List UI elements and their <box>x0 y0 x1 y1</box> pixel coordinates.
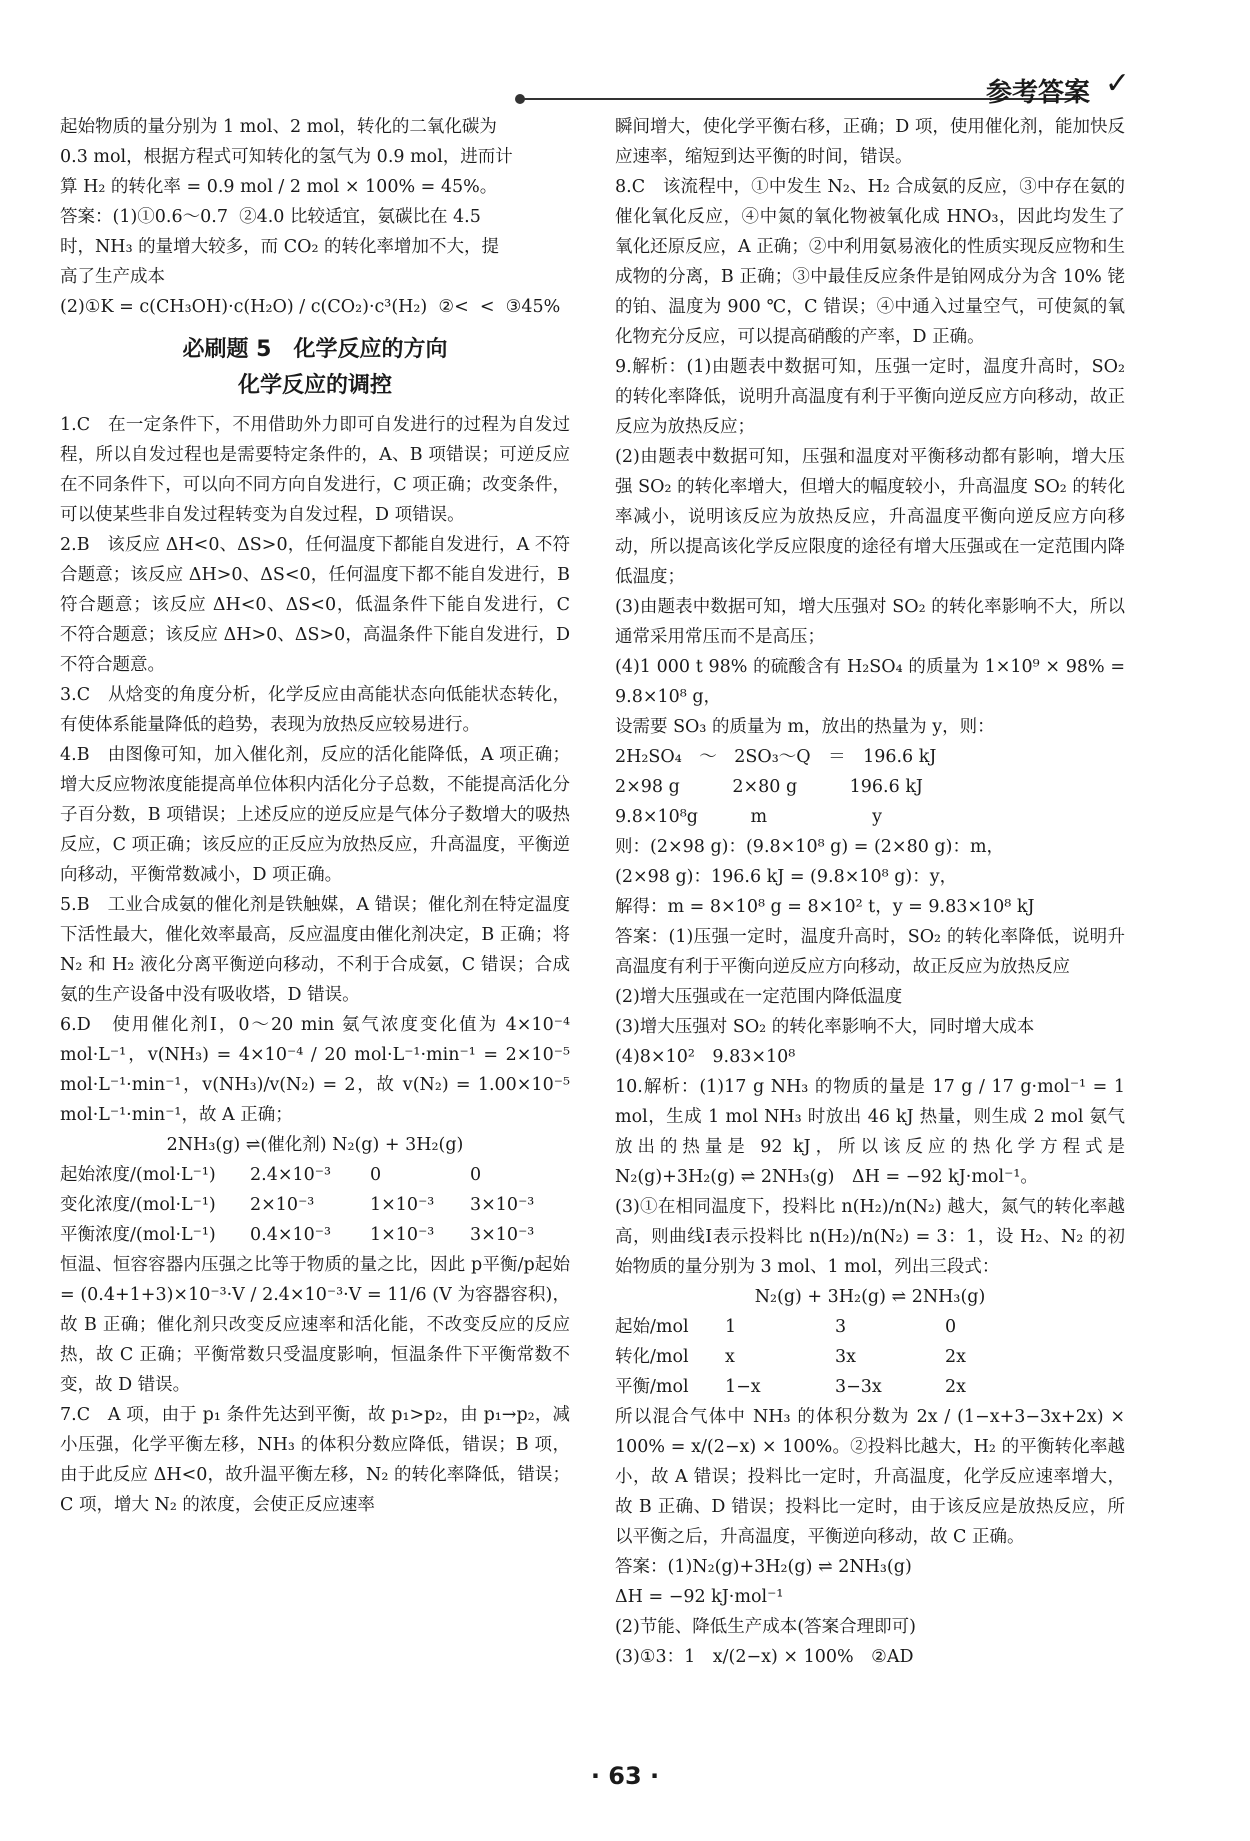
text-line: 高了生产成本 <box>60 267 165 287</box>
page-number: · 63 · <box>590 1762 660 1790</box>
answer-item: 8.C 该流程中，①中发生 N₂、H₂ 合成氨的反应，③中存在氨的催化氧化反应，④中氮的氧化物被氧化成 HNO₃，因此均发生了氧化还原反应，A 正确；②中利用氨易液化的性质实现反应物和生成物的分离，B 正确；③中最佳反应条件是铂网成分为含 10% 铑的铂、温度为 900 ℃，C 错误；④中通入过量空气，可使氮的氧化物充分反应，可以提高硝酸的产率，D 正确。 <box>615 177 1125 347</box>
answer-item: (4)1 000 t 98% 的硫酸含有 H₂SO₄ 的质量为 1×10⁹ × 98% = 9.8×10⁸ g， <box>615 657 1131 707</box>
calc-line: 2×98 g 2×80 g 196.6 kJ <box>615 777 923 797</box>
answer-line: (2)节能、降低生产成本(答案合理即可) <box>615 1617 916 1637</box>
answer-item: 10.解析：(1)17 g NH₃ 的物质的量是 17 g / 17 g·mol⁻¹ = 1 mol，生成 1 mol NH₃ 时放出 46 kJ 热量，则生成 2 mol 氨气放出的热量是 92 kJ，所以该反应的热化学方程式是 N₂(g)+3H₂(g) ⇌ 2NH₃(g) ΔH = −92 kJ·mol⁻¹。 <box>615 1077 1131 1187</box>
answer-item: (3)由题表中数据可知，增大压强对 SO₂ 的转化率影响不大，所以通常采用常压而不是高压； <box>615 597 1125 647</box>
row-label: 变化浓度/(mol·L⁻¹) <box>60 1195 216 1215</box>
answer-line: (3)①3：1 x/(2−x) × 100% ②AD <box>615 1647 914 1667</box>
calc-line: (2×98 g)：196.6 kJ = (9.8×10⁸ g)：y， <box>615 867 958 887</box>
row-label: 起始浓度/(mol·L⁻¹) <box>60 1165 216 1185</box>
answer-item: 1.C 在一定条件下，不用借助外力即可自发进行的过程为自发过程，所以自发过程也是需要特定条件的，A、B 项错误；可逆反应在不同条件下，可以向不同方向自发进行，C 项正确；改变条件，可以使某些非自发过程转变为自发过程，D 项错误。 <box>60 415 570 525</box>
right-column <box>615 112 1131 1672</box>
check-icon: ✓ <box>1104 66 1130 101</box>
cell: 2.4×10⁻³ <box>250 1165 332 1185</box>
cell: 3−3x <box>835 1377 882 1397</box>
cell: 1−x <box>725 1377 761 1397</box>
section-title <box>60 332 570 404</box>
answer-item: (4)8×10² 9.83×10⁸ <box>615 1047 796 1067</box>
row-label: 起始/mol <box>615 1317 689 1337</box>
cell: 2x <box>945 1347 967 1367</box>
answer-line: 答案：(1)①0.6～0.7 ②4.0 比较适宜，氨碳比在 4.5 <box>60 207 481 227</box>
three-stage-table <box>60 1160 570 1250</box>
table-row <box>60 1190 570 1220</box>
answer-item: 6.D 使用催化剂Ⅰ，0～20 min 氨气浓度变化值为 4×10⁻⁴ mol·L⁻¹，v(NH₃) = 4×10⁻⁴ / 20 mol·L⁻¹·min⁻¹ = 2×10⁻⁵ mol·L⁻¹·min⁻¹，v(NH₃)/v(N₂) = 2，故 v(N₂) = 1.00×10⁻⁵ mol·L⁻¹·min⁻¹，故 A 正确； <box>60 1015 576 1125</box>
row-label: 平衡/mol <box>615 1377 689 1397</box>
calc-line: 解得：m = 8×10⁸ g = 8×10² t，y = 9.83×10⁸ kJ <box>615 897 1035 917</box>
equation: 2NH₃(g) ⇌(催化剂) N₂(g) + 3H₂(g) <box>166 1135 464 1155</box>
section-title-line-1: 必刷题 5 化学反应的方向 <box>182 337 448 362</box>
cell: 1×10⁻³ <box>370 1225 435 1245</box>
table-row <box>615 1312 1125 1342</box>
calc-line: 则：(2×98 g)：(9.8×10⁸ g) = (2×80 g)：m， <box>615 837 1005 857</box>
table-row <box>615 1342 1125 1372</box>
answer-item: (2)由题表中数据可知，压强和温度对平衡移动都有影响，增大压强 SO₂ 的转化率增大，但增大的幅度较小，升高温度 SO₂ 的转化率减小，说明该反应为放热反应，升高温度平衡向逆反应方向移动，所以提高该化学反应限度的途径有增大压强或在一定范围内降低温度； <box>615 447 1125 587</box>
cell: 3 <box>835 1317 847 1337</box>
answer-item: (2)增大压强或在一定范围内降低温度 <box>615 987 903 1007</box>
answer-item: 所以混合气体中 NH₃ 的体积分数为 2x / (1−x+3−3x+2x) × 100% = x/(2−x) × 100%。②投料比越大，H₂ 的平衡转化率越小，故 A 错误；投料比一定时，升高温度，化学反应速率增大，故 B 正确、D 错误；投料比一定时，由于该反应是放热反应，所以平衡之后，升高温度，平衡逆向移动，故 C 正确。 <box>615 1407 1131 1547</box>
answer-item: 恒温、恒容容器内压强之比等于物质的量之比，因此 p平衡/p起始 = (0.4+1+3)×10⁻³·V / 2.4×10⁻³·V = 11/6 (V 为容器容积)，故 B 正确；催化剂只改变反应速率和活化能，不改变反应的反应热，故 C 正确；平衡常数只受温度影响，恒温条件下平衡常数不变，故 D 错误。 <box>60 1255 576 1395</box>
cell: 0 <box>470 1165 482 1185</box>
table-row <box>60 1160 570 1190</box>
answer-item: 2.B 该反应 ΔH<0、ΔS>0，任何温度下都能自发进行，A 不符合题意；该反应 ΔH>0、ΔS<0，任何温度下都不能自发进行，B 符合题意；该反应 ΔH<0、ΔS<0，低温条件下能自发进行，C 不符合题意；该反应 ΔH>0、ΔS>0，高温条件下能自发进行，D 不符合题意。 <box>60 535 576 675</box>
answer-item: (3)①在相同温度下，投料比 n(H₂)/n(N₂) 越大，氮气的转化率越高，则曲线Ⅰ表示投料比 n(H₂)/n(N₂) = 3：1，设 H₂、N₂ 的初始物质的量分别为 3 mol、1 mol，列出三段式： <box>615 1197 1125 1277</box>
answer-item: 4.B 由图像可知，加入催化剂，反应的活化能降低，A 项正确；增大反应物浓度能提高单位体积内活化分子总数，不能提高活化分子百分数，B 项错误；上述反应的逆反应是气体分子数增大的吸热反应，C 项正确；该反应的正反应为放热反应，升高温度，平衡逆向移动，平衡常数减小，D 项正确。 <box>60 745 570 885</box>
text-line: 起始物质的量分别为 1 mol、2 mol，转化的二氧化碳为 <box>60 117 497 137</box>
answer-item: 瞬间增大，使化学平衡右移，正确；D 项，使用催化剂，能加快反应速率，缩短到达平衡的时间，错误。 <box>615 117 1125 167</box>
answer-line: 答案：(1)N₂(g)+3H₂(g) ⇌ 2NH₃(g) <box>615 1557 912 1577</box>
header-title: 参考答案 <box>985 78 1090 108</box>
row-label: 平衡浓度/(mol·L⁻¹) <box>60 1225 216 1245</box>
cell: 1 <box>725 1317 737 1337</box>
cell: 0 <box>945 1317 957 1337</box>
answer-item: (3)增大压强对 SO₂ 的转化率影响不大，同时增大成本 <box>615 1017 1035 1037</box>
calc-line: 2H₂SO₄ ～ 2SO₃～Q ＝ 196.6 kJ <box>615 747 937 767</box>
cell: 3x <box>835 1347 857 1367</box>
calc-line: 9.8×10⁸g m y <box>615 807 882 827</box>
answer-item: 7.C A 项，由于 p₁ 条件先达到平衡，故 p₁>p₂，由 p₁→p₂，减小压强，化学平衡左移，NH₃ 的体积分数应降低，错误；B 项，由于此反应 ΔH<0，故升温平衡左移，N₂ 的转化率降低，错误；C 项，增大 N₂ 的浓度，会使正反应速率 <box>60 1405 570 1515</box>
answer-line: ΔH = −92 kJ·mol⁻¹ <box>615 1587 784 1607</box>
answer-item: 设需要 SO₃ 的质量为 m，放出的热量为 y，则： <box>615 717 995 737</box>
cell: 2x <box>945 1377 967 1397</box>
table-row <box>615 1372 1125 1402</box>
answer-item: 3.C 从焓变的角度分析，化学反应由高能状态向低能状态转化，有使体系能量降低的趋势，表现为放热反应较易进行。 <box>60 685 570 735</box>
left-column <box>60 112 576 1520</box>
text-line: 算 H₂ 的转化率 = 0.9 mol / 2 mol × 100% = 45%。 <box>60 177 498 197</box>
text-line: 时，NH₃ 的量增大较多，而 CO₂ 的转化率增加不大，提 <box>60 237 500 257</box>
cell: 3×10⁻³ <box>470 1195 535 1215</box>
text-line: (2)①K = c(CH₃OH)·c(H₂O) / c(CO₂)·c³(H₂) ②< < ③45% <box>60 297 561 317</box>
row-label: 转化/mol <box>615 1347 689 1367</box>
equation: N₂(g) + 3H₂(g) ⇌ 2NH₃(g) <box>754 1287 986 1307</box>
answer-item: 9.解析：(1)由题表中数据可知，压强一定时，温度升高时，SO₂ 的转化率降低，说明升高温度有利于平衡向逆反应方向移动，故正反应为放热反应； <box>615 357 1131 437</box>
cell: 0 <box>370 1165 382 1185</box>
section-title-line-2: 化学反应的调控 <box>237 373 392 398</box>
table-row <box>60 1220 570 1250</box>
three-stage-table <box>615 1312 1125 1402</box>
cell: 0.4×10⁻³ <box>250 1225 332 1245</box>
text-line: 0.3 mol，根据方程式可知转化的氢气为 0.9 mol，进而计 <box>60 147 513 167</box>
cell: 2×10⁻³ <box>250 1195 315 1215</box>
cell: x <box>725 1347 735 1367</box>
cell: 1×10⁻³ <box>370 1195 435 1215</box>
cell: 3×10⁻³ <box>470 1225 535 1245</box>
answer-item: 5.B 工业合成氨的催化剂是铁触媒，A 错误；催化剂在特定温度下活性最大，催化效率最高，反应温度由催化剂决定，B 正确；将 N₂ 和 H₂ 液化分离平衡逆向移动，不利于合成氨，C 错误；合成氨的生产设备中没有吸收塔，D 错误。 <box>60 895 576 1005</box>
answer-item: 答案：(1)压强一定时，温度升高时，SO₂ 的转化率降低，说明升高温度有利于平衡向逆反应方向移动，故正反应为放热反应 <box>615 927 1125 977</box>
